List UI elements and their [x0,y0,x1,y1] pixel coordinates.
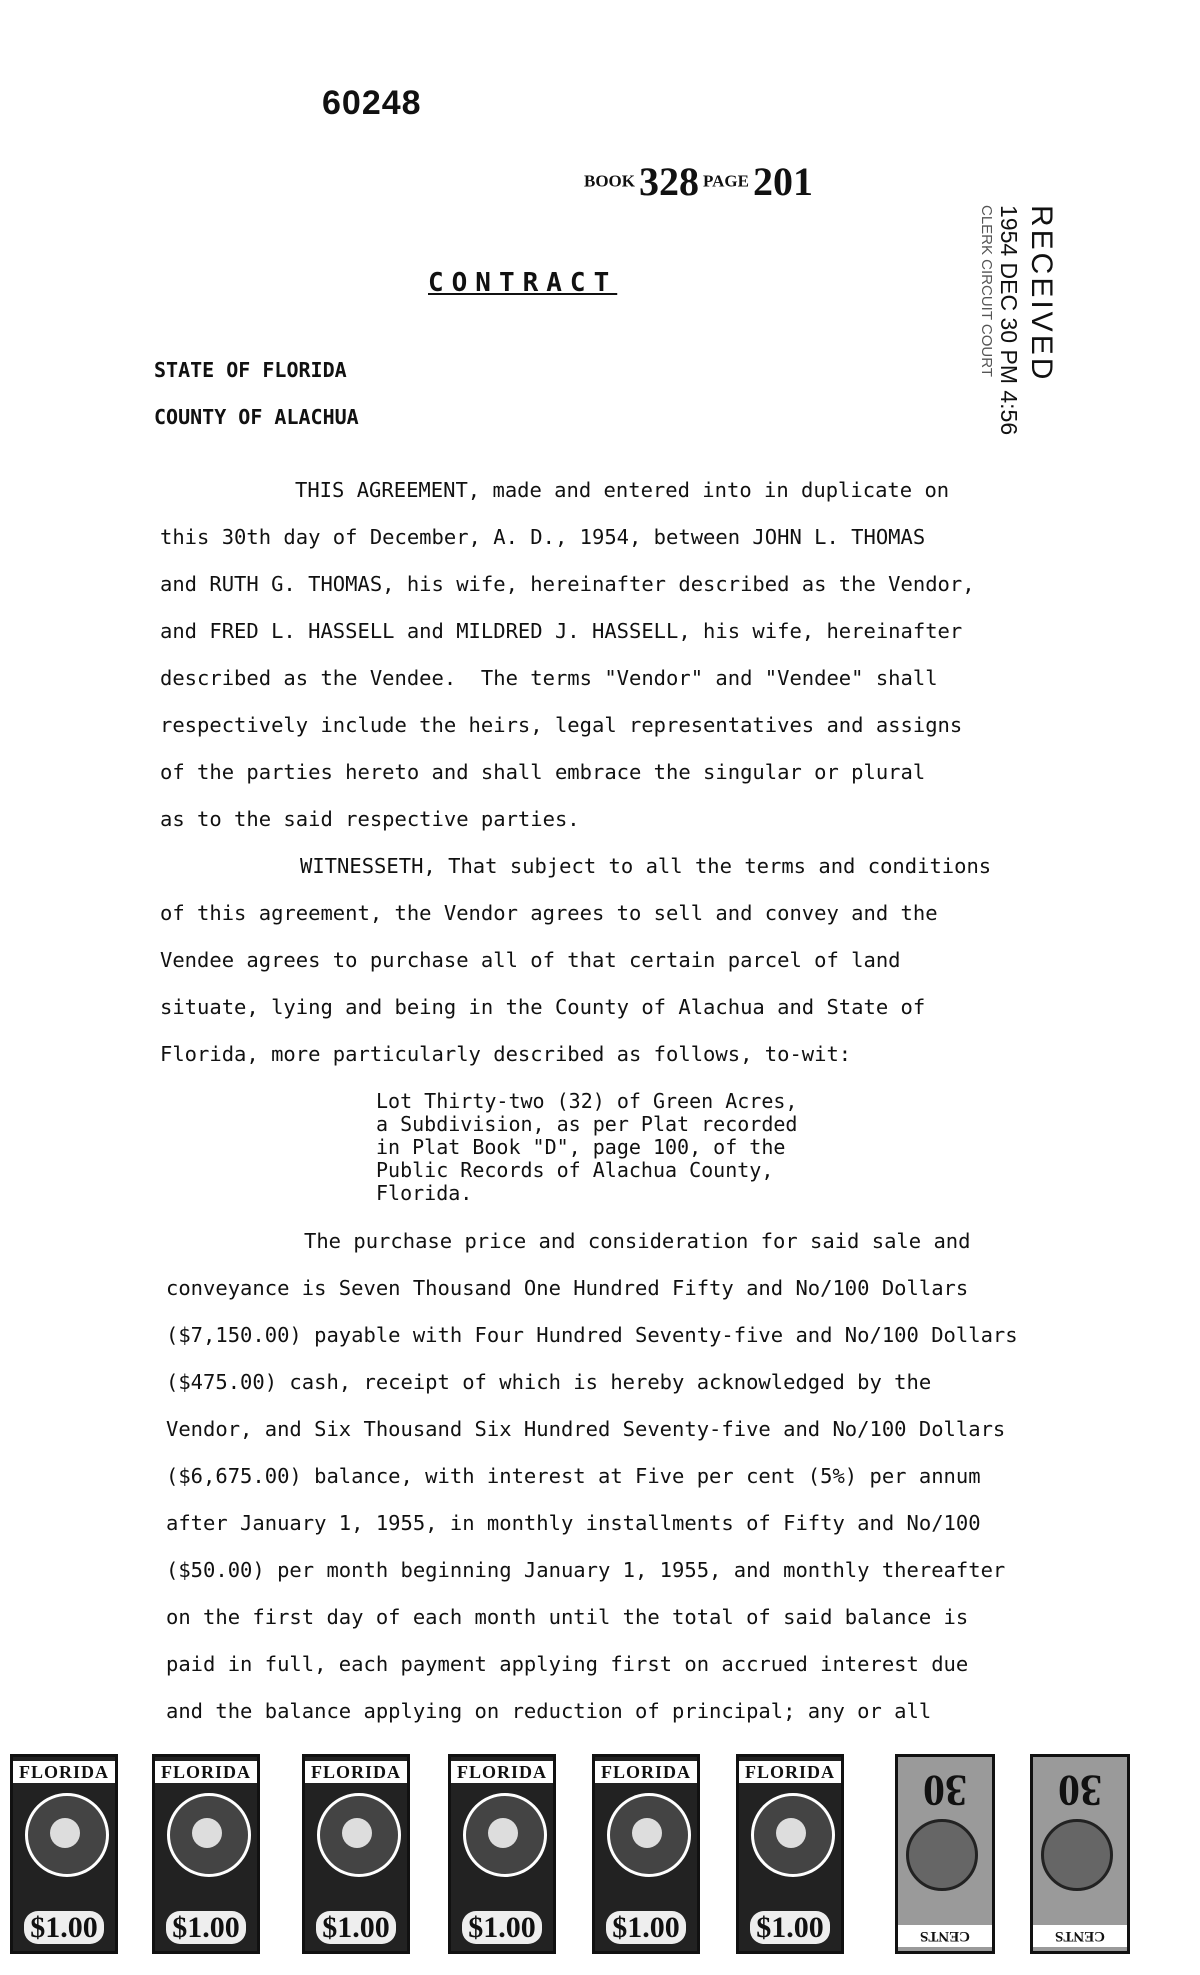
florida-tax-stamp [736,1754,844,1954]
county-header: COUNTY OF ALACHUA [154,405,359,429]
body-line: Vendee agrees to purchase all of that certain parcel of land [160,948,901,972]
body-line: respectively include the heirs, legal representatives and assigns [160,713,963,737]
seal-icon [906,1819,978,1891]
stamp-value: $1.00 [606,1911,686,1944]
book-number: 328 [639,159,700,204]
state-seal-icon [167,1793,251,1877]
stamp-header: FLORIDA [155,1761,257,1783]
stamp-label: CENTS [1033,1925,1127,1947]
legal-description-line: Public Records of Alachua County, [376,1158,774,1182]
state-seal-icon [317,1793,401,1877]
documentary-stamp [1030,1754,1130,1954]
body-line: on the first day of each month until the total of said balance is [166,1605,969,1629]
body-line: WITNESSETH, That subject to all the terms and conditions [300,854,992,878]
book-page-reference [584,158,813,205]
stamp-header: FLORIDA [13,1761,115,1783]
florida-tax-stamp [152,1754,260,1954]
document-title: CONTRACT [428,268,618,298]
received-stamp [980,205,1058,455]
body-line: ($6,675.00) balance, with interest at Five per cent (5%) per annum [166,1464,981,1488]
body-line: conveyance is Seven Thousand One Hundred Fifty and No/100 Dollars [166,1276,969,1300]
stamp-value: $1.00 [24,1911,104,1944]
stamp-header: FLORIDA [595,1761,697,1783]
body-line: situate, lying and being in the County of Alachua and State of [160,995,926,1019]
legal-description-line: in Plat Book "D", page 100, of the [376,1135,786,1159]
stamp-label: CENTS [898,1925,992,1947]
florida-tax-stamp [10,1754,118,1954]
body-line: Vendor, and Six Thousand Six Hundred Seventy-five and No/100 Dollars [166,1417,1006,1441]
stamp-value: $1.00 [316,1911,396,1944]
state-header: STATE OF FLORIDA [154,358,347,382]
documentary-stamp [895,1754,995,1954]
tax-stamps-row [10,1740,1190,1965]
stamp-value: 30 [1058,1766,1102,1815]
received-stamp-date: 1954 DEC 30 PM 4:56 [996,205,1022,436]
body-line: ($475.00) cash, receipt of which is hereby acknowledged by the [166,1370,932,1394]
body-line: described as the Vendee. The terms "Vendor" and "Vendee" shall [160,666,938,690]
legal-description-line: Lot Thirty-two (32) of Green Acres, [376,1089,798,1113]
seal-icon [1041,1819,1113,1891]
book-label: BOOK [584,171,636,191]
legal-description-line: a Subdivision, as per Plat recorded [376,1112,798,1136]
florida-tax-stamp [302,1754,410,1954]
body-line: ($7,150.00) payable with Four Hundred Seventy-five and No/100 Dollars [166,1323,1018,1347]
body-line: and RUTH G. THOMAS, his wife, hereinafter described as the Vendor, [160,572,975,596]
received-stamp-clerk: CLERK CIRCUIT COURT [978,205,995,377]
page-label: PAGE [703,171,749,191]
body-line: paid in full, each payment applying first on accrued interest due [166,1652,969,1676]
body-line: Florida, more particularly described as follows, to-wit: [160,1042,852,1066]
body-line: of this agreement, the Vendor agrees to sell and convey and the [160,901,938,925]
state-seal-icon [25,1793,109,1877]
body-line: The purchase price and consideration for said sale and [304,1229,971,1253]
body-line: ($50.00) per month beginning January 1, 1955, and monthly thereafter [166,1558,1006,1582]
body-line: and the balance applying on reduction of principal; any or all [166,1699,932,1723]
received-stamp-label: RECEIVED [1025,205,1058,383]
stamp-value: $1.00 [462,1911,542,1944]
document-number: 60248 [322,84,422,122]
stamp-header: FLORIDA [305,1761,407,1783]
stamp-value: 30 [923,1766,967,1815]
page-number: 201 [752,159,813,204]
florida-tax-stamp [448,1754,556,1954]
stamp-header: FLORIDA [451,1761,553,1783]
stamp-value: $1.00 [166,1911,246,1944]
body-line: as to the said respective parties. [160,807,580,831]
state-seal-icon [751,1793,835,1877]
state-seal-icon [607,1793,691,1877]
body-line: THIS AGREEMENT, made and entered into in duplicate on [295,478,950,502]
body-line: after January 1, 1955, in monthly installments of Fifty and No/100 [166,1511,981,1535]
legal-description-line: Florida. [376,1181,473,1205]
florida-tax-stamp [592,1754,700,1954]
stamp-value: $1.00 [750,1911,830,1944]
body-line: and FRED L. HASSELL and MILDRED J. HASSELL, his wife, hereinafter [160,619,963,643]
body-line: this 30th day of December, A. D., 1954, between JOHN L. THOMAS [160,525,926,549]
state-seal-icon [463,1793,547,1877]
body-line: of the parties hereto and shall embrace the singular or plural [160,760,926,784]
stamp-header: FLORIDA [739,1761,841,1783]
